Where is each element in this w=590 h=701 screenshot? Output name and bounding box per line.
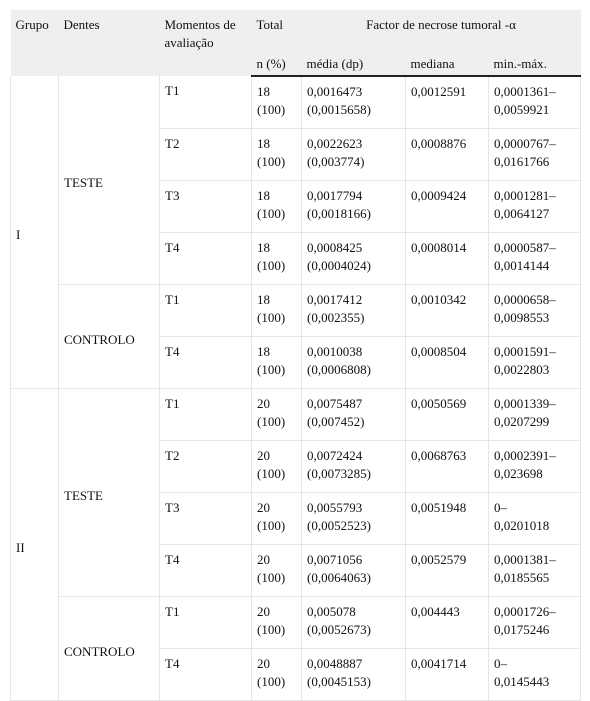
media-cell-line: 0,005078	[307, 604, 356, 619]
header-factor	[302, 10, 581, 49]
momento-cell-line: T1	[165, 83, 180, 98]
media-cell-line: (0,0015658)	[307, 102, 371, 117]
momento-cell	[160, 389, 252, 441]
mediana-cell-line: 0,004443	[411, 604, 460, 619]
mediana-cell-line: 0,0008504	[411, 344, 467, 359]
momento-cell-line: T4	[165, 656, 180, 671]
momento-cell	[160, 285, 252, 337]
mediana-cell	[406, 389, 489, 441]
momento-cell	[160, 597, 252, 649]
table-row	[11, 285, 581, 337]
minmax-cell-line: 0,0001339–	[494, 396, 556, 411]
media-cell-line: (0,0073285)	[307, 466, 371, 481]
total-cell-line: (100)	[257, 362, 286, 377]
media-cell-line: 0,0022623	[307, 136, 363, 151]
media-cell-line: 0,0008425	[307, 240, 363, 255]
media-cell-line: 0,0017412	[307, 292, 363, 307]
minmax-cell-line: 0–	[494, 500, 507, 515]
momento-cell	[160, 441, 252, 493]
media-cell-line: 0,0017794	[307, 188, 363, 203]
table-header	[11, 10, 581, 76]
tnf-alpha-table	[10, 10, 581, 701]
minmax-cell	[489, 493, 581, 545]
media-cell	[302, 545, 406, 597]
total-cell	[252, 181, 302, 233]
table-row	[11, 389, 581, 441]
total-cell-line: (100)	[257, 674, 286, 689]
minmax-cell-line: 0,0002391–	[494, 448, 556, 463]
mediana-cell-line: 0,0068763	[411, 448, 467, 463]
media-cell-line: (0,0052673)	[307, 622, 371, 637]
momento-cell	[160, 649, 252, 701]
minmax-cell-line: 0,0000767–	[494, 136, 556, 151]
media-cell	[302, 389, 406, 441]
media-cell-line: 0,0071056	[307, 552, 363, 567]
media-cell-line: 0,0048887	[307, 656, 363, 671]
total-cell-line: 20	[257, 604, 270, 619]
total-cell-line: (100)	[257, 570, 286, 585]
total-cell	[252, 493, 302, 545]
dentes-cell: CONTROLO	[59, 597, 160, 701]
minmax-cell	[489, 597, 581, 649]
header-n-pct: n (%)	[252, 49, 302, 76]
media-cell-line: (0,0052523)	[307, 518, 371, 533]
minmax-cell	[489, 129, 581, 181]
momento-cell	[160, 493, 252, 545]
media-cell-line: (0,003774)	[307, 154, 365, 169]
mediana-cell-line: 0,0041714	[411, 656, 467, 671]
total-cell-line: 18	[257, 240, 270, 255]
mediana-cell	[406, 233, 489, 285]
total-cell	[252, 389, 302, 441]
minmax-cell-line: 0,0001361–	[494, 84, 556, 99]
table-row	[11, 76, 581, 129]
minmax-cell-line: 0,0161766	[494, 154, 550, 169]
media-cell-line: (0,002355)	[307, 310, 365, 325]
header-momentos: Momentos de avaliação	[160, 10, 252, 76]
header-total: Total	[252, 10, 302, 49]
minmax-cell	[489, 545, 581, 597]
mediana-cell	[406, 545, 489, 597]
total-cell	[252, 337, 302, 389]
table-row	[11, 597, 581, 649]
grupo-cell: II	[11, 389, 59, 701]
total-cell-line: 18	[257, 188, 270, 203]
momento-cell-line: T1	[165, 292, 180, 307]
minmax-cell-line: 0,0201018	[494, 518, 550, 533]
grupo-cell: I	[11, 76, 59, 389]
minmax-cell-line: 0,023698	[494, 466, 543, 481]
total-cell-line: (100)	[257, 622, 286, 637]
total-cell	[252, 545, 302, 597]
mediana-cell	[406, 649, 489, 701]
momento-cell-line: T3	[165, 188, 180, 203]
media-cell-line: 0,0072424	[307, 448, 363, 463]
momento-cell-line: T1	[165, 604, 180, 619]
minmax-cell-line: 0–	[494, 656, 507, 671]
header-minmax: min.-máx.	[489, 49, 581, 76]
media-cell-line: (0,0006808)	[307, 362, 371, 377]
total-cell	[252, 441, 302, 493]
mediana-cell-line: 0,0008014	[411, 240, 467, 255]
total-cell-line: (100)	[257, 154, 286, 169]
total-cell-line: 20	[257, 552, 270, 567]
total-cell-line: 20	[257, 500, 270, 515]
media-cell	[302, 129, 406, 181]
mediana-cell	[406, 441, 489, 493]
minmax-cell	[489, 181, 581, 233]
minmax-cell	[489, 389, 581, 441]
momento-cell-line: T4	[165, 240, 180, 255]
mediana-cell-line: 0,0008876	[411, 136, 467, 151]
header-media: média (dp)	[302, 49, 406, 76]
mediana-cell	[406, 76, 489, 129]
total-cell-line: 18	[257, 292, 270, 307]
minmax-cell-line: 0,0059921	[494, 102, 550, 117]
minmax-cell-line: 0,0000658–	[494, 292, 556, 307]
total-cell-line: (100)	[257, 102, 286, 117]
media-cell-line: 0,0016473	[307, 84, 363, 99]
minmax-cell-line: 0,0175246	[494, 622, 550, 637]
total-cell-line: 20	[257, 448, 270, 463]
media-cell	[302, 181, 406, 233]
media-cell-line: 0,0075487	[307, 396, 363, 411]
total-cell-line: (100)	[257, 258, 286, 273]
media-cell	[302, 493, 406, 545]
total-cell-line: 20	[257, 396, 270, 411]
momento-cell	[160, 545, 252, 597]
minmax-cell-line: 0,0001726–	[494, 604, 556, 619]
total-cell	[252, 285, 302, 337]
mediana-cell-line: 0,0012591	[411, 84, 467, 99]
momento-cell	[160, 337, 252, 389]
total-cell-line: 18	[257, 344, 270, 359]
media-cell	[302, 76, 406, 129]
mediana-cell	[406, 597, 489, 649]
mediana-cell	[406, 493, 489, 545]
header-mediana: mediana	[406, 49, 489, 76]
mediana-cell	[406, 285, 489, 337]
minmax-cell-line: 0,0001591–	[494, 344, 556, 359]
momento-cell	[160, 129, 252, 181]
mediana-cell-line: 0,0052579	[411, 552, 467, 567]
momento-cell-line: T1	[165, 396, 180, 411]
mediana-cell	[406, 129, 489, 181]
mediana-cell-line: 0,0051948	[411, 500, 467, 515]
minmax-cell	[489, 649, 581, 701]
total-cell	[252, 76, 302, 129]
minmax-cell	[489, 441, 581, 493]
total-cell-line: (100)	[257, 414, 286, 429]
minmax-cell-line: 0,0001381–	[494, 552, 556, 567]
total-cell-line: 18	[257, 136, 270, 151]
momento-cell-line: T4	[165, 552, 180, 567]
mediana-cell	[406, 337, 489, 389]
momento-cell	[160, 76, 252, 129]
media-cell	[302, 285, 406, 337]
total-cell	[252, 129, 302, 181]
momento-cell-line: T4	[165, 344, 180, 359]
dentes-cell: TESTE	[59, 76, 160, 285]
media-cell	[302, 597, 406, 649]
minmax-cell-line: 0,0185565	[494, 570, 550, 585]
total-cell-line: (100)	[257, 466, 286, 481]
header-dentes: Dentes	[59, 10, 160, 76]
media-cell	[302, 441, 406, 493]
media-cell-line: 0,0010038	[307, 344, 363, 359]
minmax-cell-line: 0,0014144	[494, 258, 550, 273]
total-cell	[252, 649, 302, 701]
dentes-cell: TESTE	[59, 389, 160, 597]
minmax-cell	[489, 233, 581, 285]
media-cell	[302, 233, 406, 285]
mediana-cell-line: 0,0009424	[411, 188, 467, 203]
minmax-cell-line: 0,0098553	[494, 310, 550, 325]
total-cell-line: (100)	[257, 518, 286, 533]
total-cell	[252, 233, 302, 285]
momento-cell	[160, 181, 252, 233]
mediana-cell-line: 0,0010342	[411, 292, 467, 307]
mediana-cell	[406, 181, 489, 233]
minmax-cell-line: 0,0207299	[494, 414, 550, 429]
minmax-cell-line: 0,0000587–	[494, 240, 556, 255]
header-grupo: Grupo	[11, 10, 59, 76]
total-cell-line: (100)	[257, 206, 286, 221]
media-cell-line: (0,0045153)	[307, 674, 371, 689]
total-cell	[252, 597, 302, 649]
minmax-cell	[489, 285, 581, 337]
total-cell-line: 20	[257, 656, 270, 671]
momento-cell-line: T2	[165, 136, 180, 151]
media-cell	[302, 649, 406, 701]
minmax-cell-line: 0,0001281–	[494, 188, 556, 203]
media-cell-line: (0,0018166)	[307, 206, 371, 221]
media-cell-line: (0,0004024)	[307, 258, 371, 273]
media-cell-line: 0,0055793	[307, 500, 363, 515]
momento-cell-line: T3	[165, 500, 180, 515]
total-cell-line: 18	[257, 84, 270, 99]
minmax-cell-line: 0,0145443	[494, 674, 550, 689]
mediana-cell-line: 0,0050569	[411, 396, 467, 411]
media-cell	[302, 337, 406, 389]
minmax-cell-line: 0,0022803	[494, 362, 550, 377]
total-cell-line: (100)	[257, 310, 286, 325]
table-body	[11, 76, 581, 701]
minmax-cell	[489, 337, 581, 389]
media-cell-line: (0,0064063)	[307, 570, 371, 585]
minmax-cell-line: 0,0064127	[494, 206, 550, 221]
media-cell-line: (0,007452)	[307, 414, 365, 429]
minmax-cell	[489, 76, 581, 129]
momento-cell-line: T2	[165, 448, 180, 463]
header-factor-label: Factor de necrose tumoral -α	[366, 17, 516, 32]
dentes-cell: CONTROLO	[59, 285, 160, 389]
momento-cell	[160, 233, 252, 285]
